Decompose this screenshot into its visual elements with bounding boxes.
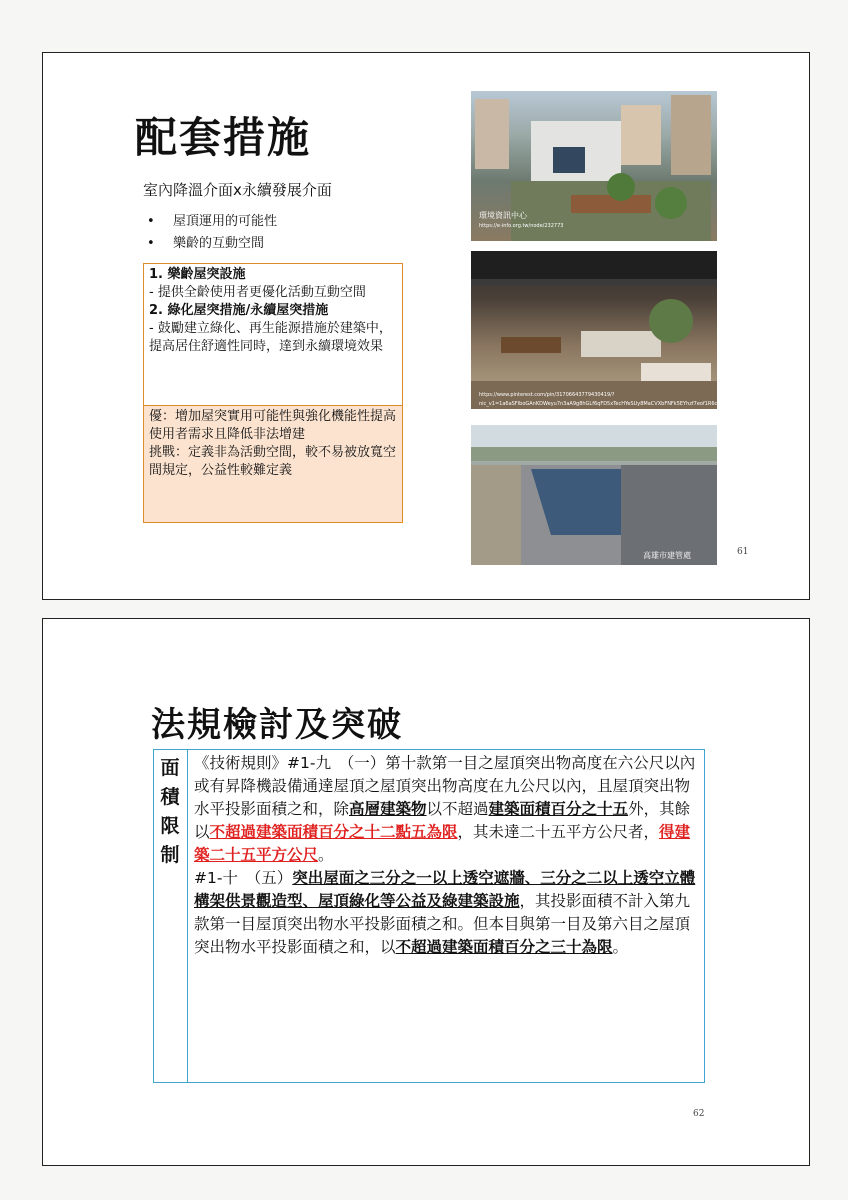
text-run: 。 (612, 938, 629, 956)
regulation-label-column (154, 750, 188, 1082)
text-run: 《技術規則》#1-九 （一）第十款第一目之屋頂突出物高度在六公尺以內或有昇降機設備通達屋頂之屋頂突出物高度在九公尺以內，且屋頂突出物水平投影面積之和，除 (194, 754, 696, 818)
highlight-text: 不超過建築面積百分之十二點五為限 (209, 823, 458, 841)
measure-heading: 1. 樂齡屋突設施 (149, 267, 246, 282)
regulation-text (194, 752, 702, 959)
photo-source-url: https://e-info.org.tw/node/232773 (479, 223, 564, 229)
measure-heading: 2. 綠化屋突措施/永續屋突措施 (149, 303, 329, 318)
advantage-text: 優：增加屋突實用可能性與強化機能性提高使用者需求且降低非法增建 (149, 409, 397, 442)
measures-box (143, 263, 403, 406)
slide-title: 配套措施 (135, 113, 312, 162)
page-number: 61 (737, 547, 749, 557)
slide-62 (42, 618, 810, 1166)
highlight-text: 得建築二十五平方公尺 (194, 823, 691, 864)
text-run: #1-十 （五） (194, 869, 293, 887)
measure-text: - 鼓勵建立綠化、再生能源措施於建築中，提高居住舒適性同時，達到永續環境效果 (149, 321, 392, 354)
regulation-paragraph-1 (194, 752, 702, 867)
emphasis-text: 建築面積百分之十五 (488, 800, 629, 818)
photo-caption: 環境資訊中心 (479, 211, 527, 220)
rooftop-solar-photo (471, 425, 717, 565)
text-run: 以不超過 (426, 800, 489, 818)
area-limit-label (160, 754, 180, 870)
text-run: 。 (318, 846, 334, 864)
text-run: ，其投影面積不計入第九款第一目屋頂突出物水平投影面積之和。但本目與第一目及第六目之屋頂突出物水平投影面積之和，以 (194, 892, 691, 956)
emphasis-text: 突出屋面之三分之一以上透空遮牆、三分之二以上透空立體構架供景觀造型、屋頂綠化等公益及綠建築設施 (194, 869, 696, 910)
label-char: 制 (160, 844, 180, 866)
challenge-text: 挑戰：定義非為活動空間，較不易被放寬空間規定，公益性較難定義 (149, 445, 397, 478)
rooftop-solar-image (471, 425, 717, 565)
emphasis-text: 高層建築物 (349, 800, 427, 818)
bullet-list (147, 211, 277, 255)
label-char: 限 (160, 815, 180, 837)
emphasis-text: 不超過建築面積百分之三十為限 (395, 938, 613, 956)
pros-cons-box (143, 406, 403, 523)
slide-61 (42, 52, 810, 600)
rooftop-lounge-image (471, 251, 751, 409)
slide-subtitle: 室內降溫介面x永續發展介面 (143, 181, 332, 199)
label-char: 積 (160, 786, 180, 808)
regulation-paragraph-2 (194, 867, 702, 959)
slide-title: 法規檢討及突破 (151, 705, 403, 745)
label-char: 面 (160, 757, 180, 779)
photo-caption: 高雄市建管處 (643, 551, 691, 560)
bullet-item: • 樂齡的互動空間 (147, 233, 277, 255)
text-run: 外，其餘以 (194, 800, 691, 841)
measure-text: - 提供全齡使用者更優化活動互動空間 (149, 285, 366, 300)
photo-source-url: https://www.pinterest.com/pin/31706643779430419/?nic_v1=1a6aSFIboGAnKDWeyu7n3aA9g8hGLf6qFD5xTecHYeSUy8MaCVXbFNFk5EYhzf7eof1R6cKDddV3Ns3u (479, 392, 751, 407)
regulation-box (153, 749, 705, 1083)
page-number: 62 (693, 1109, 705, 1119)
rooftop-garden-photo (471, 91, 717, 241)
bullet-item: • 屋頂運用的可能性 (147, 211, 277, 233)
rooftop-lounge-photo (471, 251, 751, 409)
text-run: ，其未達二十五平方公尺者， (457, 823, 660, 841)
